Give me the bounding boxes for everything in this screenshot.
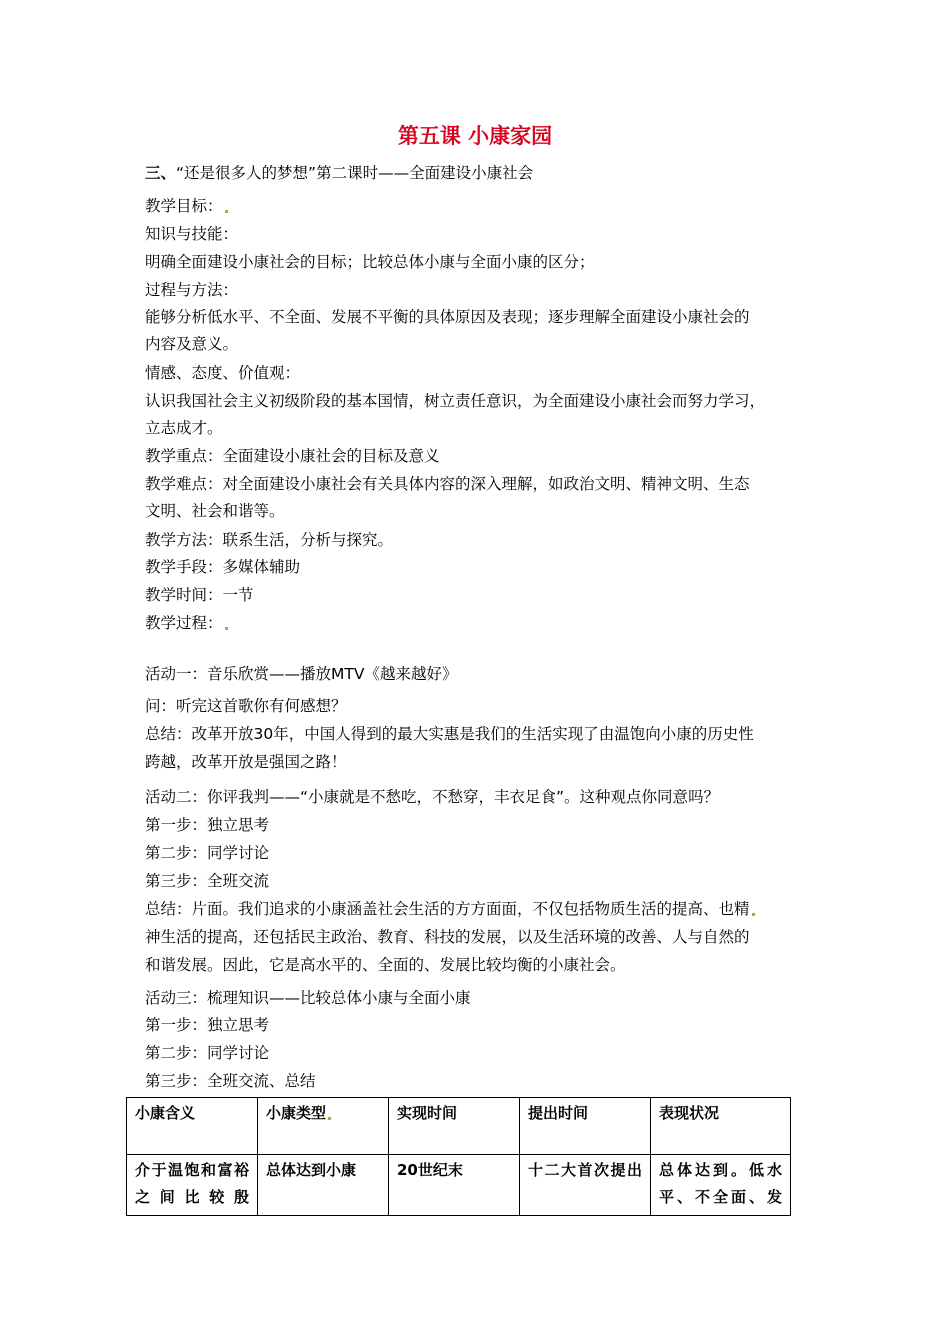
text-line: 总结：改革开放30年，中国人得到的最大实惠是我们的生活实现了由温饱向小康的历史性	[145, 725, 754, 743]
text-line: 活动二：你评我判——“小康就是不愁吃，不愁穿，丰衣足食”。这种观点你同意吗？	[145, 788, 720, 806]
text-line: 知识与技能：	[145, 225, 239, 243]
table-header-cell: 小康含义	[127, 1098, 258, 1155]
table-header-cell: 表现状况	[651, 1098, 791, 1155]
text-line: 问：听完这首歌你有何感想？	[145, 697, 347, 715]
text-line: 第二步：同学讨论	[145, 1044, 270, 1062]
line-text: 教学过程：	[145, 614, 223, 632]
text-line	[145, 899, 755, 919]
text-line: 教学手段：多媒体辅助	[145, 558, 301, 576]
text-line: 神生活的提高，还包括民主政治、教育、科技的发展，以及生活环境的改善、人与自然的	[145, 928, 750, 946]
text-line: 文明、社会和谐等。	[145, 502, 285, 520]
text-line: 教学方法：联系生活，分析与探究。	[145, 531, 394, 549]
text-line	[145, 196, 228, 216]
marker-dot	[225, 627, 228, 630]
text-line: 教学重点：全面建设小康社会的目标及意义	[145, 447, 440, 465]
marker-dot	[225, 210, 228, 213]
table-cell: 20世纪末	[389, 1155, 520, 1216]
text-line: 活动一：音乐欣赏——播放MTV《越来越好》	[145, 665, 458, 683]
text-line: 内容及意义。	[145, 335, 239, 353]
table-header-cell	[258, 1098, 389, 1155]
table-row	[127, 1155, 791, 1216]
text-line: 能够分析低水平、不全面、发展不平衡的具体原因及表现；逐步理解全面建设小康社会的	[145, 308, 750, 326]
marker-dot	[328, 1117, 331, 1120]
table-cell: 介于温饱和富裕之间比较殷	[127, 1155, 258, 1216]
text-line: 跨越，改革开放是强国之路！	[145, 753, 347, 771]
text-line: 教学难点：对全面建设小康社会有关具体内容的深入理解，如政治文明、精神文明、生态	[145, 475, 750, 493]
header-text: 小康类型	[266, 1104, 327, 1122]
table-header-row	[127, 1098, 791, 1155]
text-line: 第三步：全班交流、总结	[145, 1072, 316, 1090]
text-line: 第三步：全班交流	[145, 872, 270, 890]
table-cell: 总体达到小康	[258, 1155, 389, 1216]
text-line: 教学时间：一节	[145, 586, 254, 604]
section-number: 三、	[145, 164, 177, 182]
text-line: 第一步：独立思考	[145, 816, 270, 834]
text-line: 明确全面建设小康社会的目标；比较总体小康与全面小康的区分；	[145, 253, 595, 271]
text-line: 第二步：同学讨论	[145, 844, 270, 862]
text-line: 情感、态度、价值观：	[145, 364, 301, 382]
table-header-cell: 提出时间	[520, 1098, 651, 1155]
text-line: 活动三：梳理知识——比较总体小康与全面小康	[145, 989, 471, 1007]
text-line	[145, 613, 228, 633]
text-line: 第一步：独立思考	[145, 1016, 270, 1034]
marker-dot	[752, 913, 755, 916]
text-line: 立志成才。	[145, 419, 223, 437]
table-cell: 总体达到。低水平、不全面、发	[651, 1155, 791, 1216]
text-line: 认识我国社会主义初级阶段的基本国情，树立责任意识，为全面建设小康社会而努力学习，	[145, 392, 766, 410]
table-header-cell: 实现时间	[389, 1098, 520, 1155]
section-heading-text: “还是很多人的梦想”第二课时——全面建设小康社会	[176, 164, 534, 182]
comparison-table	[126, 1097, 791, 1216]
section-heading	[145, 163, 533, 183]
page-title: 第五课 小康家园	[397, 124, 553, 148]
line-text: 总结：片面。我们追求的小康涵盖社会生活的方方面面，不仅包括物质生活的提高、也精	[145, 900, 750, 918]
table-cell: 十二大首次提出	[520, 1155, 651, 1216]
text-line: 过程与方法：	[145, 281, 239, 299]
text-line: 和谐发展。因此，它是高水平的、全面的、发展比较均衡的小康社会。	[145, 956, 626, 974]
line-text: 教学目标：	[145, 197, 223, 215]
